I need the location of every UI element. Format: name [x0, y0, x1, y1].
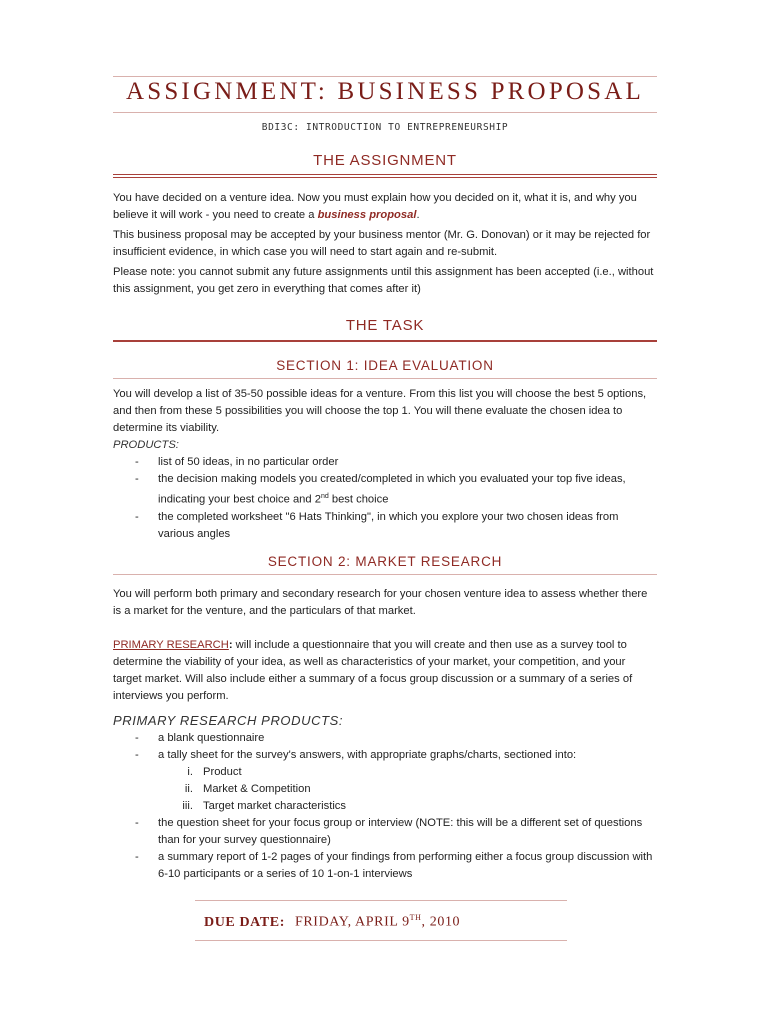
section1-products-label: PRODUCTS: [113, 439, 179, 451]
due-date [204, 913, 460, 931]
title-top-rule [113, 76, 657, 77]
list-item: - a blank questionnaire [135, 732, 265, 744]
assignment-heading: THE ASSIGNMENT [313, 152, 457, 169]
assignment-p1-end: . [416, 209, 420, 221]
list-item: - a tally sheet for the survey's answers, with appropriate graphs/charts, sectioned into: [135, 749, 577, 761]
primary-research-colon: : [228, 639, 233, 651]
section2-heading: SECTION 2: MARKET RESEARCH [267, 554, 503, 569]
list-item: - the completed worksheet "6 Hats Thinking", in which you explore your two chosen ideas from various angles [135, 510, 619, 540]
tally-sheet-sections [113, 764, 657, 815]
primary-research-label: PRIMARY RESEARCH [113, 639, 229, 651]
list-item: - the question sheet for your focus group or interview (NOTE: this will be a different set of questions than for your survey questionnaire) [135, 817, 643, 846]
primary-research-products-label: PRIMARY RESEARCH PRODUCTS: [113, 713, 344, 728]
title-bottom-rule [113, 112, 657, 113]
section2-intro: You will perform both primary and secondary research for your chosen venture idea to assess whether there is a market for the venture, and the particulars of that market. [113, 588, 648, 617]
primary-products-list-a [113, 730, 657, 764]
document-title: ASSIGNMENT: BUSINESS PROPOSAL [125, 78, 645, 105]
assignment-paragraph-2: This business proposal may be accepted by your business mentor (Mr. G. Donovan) or it may be rejected for insufficient evidence, in which case you will need to start again and re-submit. [113, 229, 651, 258]
task-heading-rule [113, 340, 657, 342]
assignment-body [113, 190, 657, 298]
list-item: - list of 50 ideas, in no particular order [135, 456, 339, 468]
due-date-bottom-rule [195, 940, 567, 941]
list-item: ii. Market & Competition [184, 783, 311, 795]
section1-intro: You will develop a list of 35-50 possible ideas for a venture. From this list you will choose the best 5 options, and then from these 5 possibilities you will choose the top 1. You will thene evaluate the chosen idea to determine its viability. [113, 388, 647, 434]
list-item: - the decision making models you created/completed in which you evaluated your top five ideas, indicating your best choice and 2nd best choice [135, 473, 626, 506]
section1-body [113, 386, 657, 543]
list-item: - a summary report of 1-2 pages of your findings from performing either a focus group discussion with 6-10 participants or a series of 10 1-on-1 interviews [135, 851, 653, 880]
assignment-paragraph-3: Please note: you cannot submit any future assignments until this assignment has been accepted (i.e., without this assignment, you get zero in everything that comes after it) [113, 266, 654, 295]
primary-products-list-b [113, 815, 657, 883]
section1-heading-rule [113, 378, 657, 379]
task-heading: THE TASK [345, 317, 425, 334]
assignment-p1-text: You have decided on a venture idea. Now you must explain how you decided on it, what it is, and why you believe it will work - you need to create a [113, 192, 637, 221]
assignment-paragraph-1 [113, 190, 657, 224]
primary-research-text: will include a questionnaire that you will create and then use as a survey tool to determine the viability of your idea, as well as characteristics of your market, your competition, and your target market. Will also include either a summary of a focus group discussion or a summary of a series of interviews you perform. [113, 639, 633, 702]
due-date-value: FRIDAY, APRIL 9 [294, 914, 410, 930]
business-proposal-highlight: business proposal [317, 209, 417, 221]
primary-research-paragraph [113, 637, 657, 705]
due-date-top-rule [195, 900, 567, 901]
due-date-year: , 2010 [421, 914, 461, 930]
assignment-heading-rule [113, 174, 657, 178]
list-item: i. Product [187, 766, 242, 778]
section1-heading: SECTION 1: IDEA EVALUATION [276, 358, 494, 373]
course-subtitle: BDI3C: INTRODUCTION TO ENTREPRENEURSHIP [261, 122, 509, 133]
section1-product-list [113, 454, 657, 543]
due-date-suffix: TH [409, 913, 422, 922]
section2-heading-rule [113, 574, 657, 575]
section2-body [113, 586, 657, 883]
due-date-label: DUE DATE: [204, 914, 285, 930]
list-item: iii. Target market characteristics [182, 800, 346, 812]
